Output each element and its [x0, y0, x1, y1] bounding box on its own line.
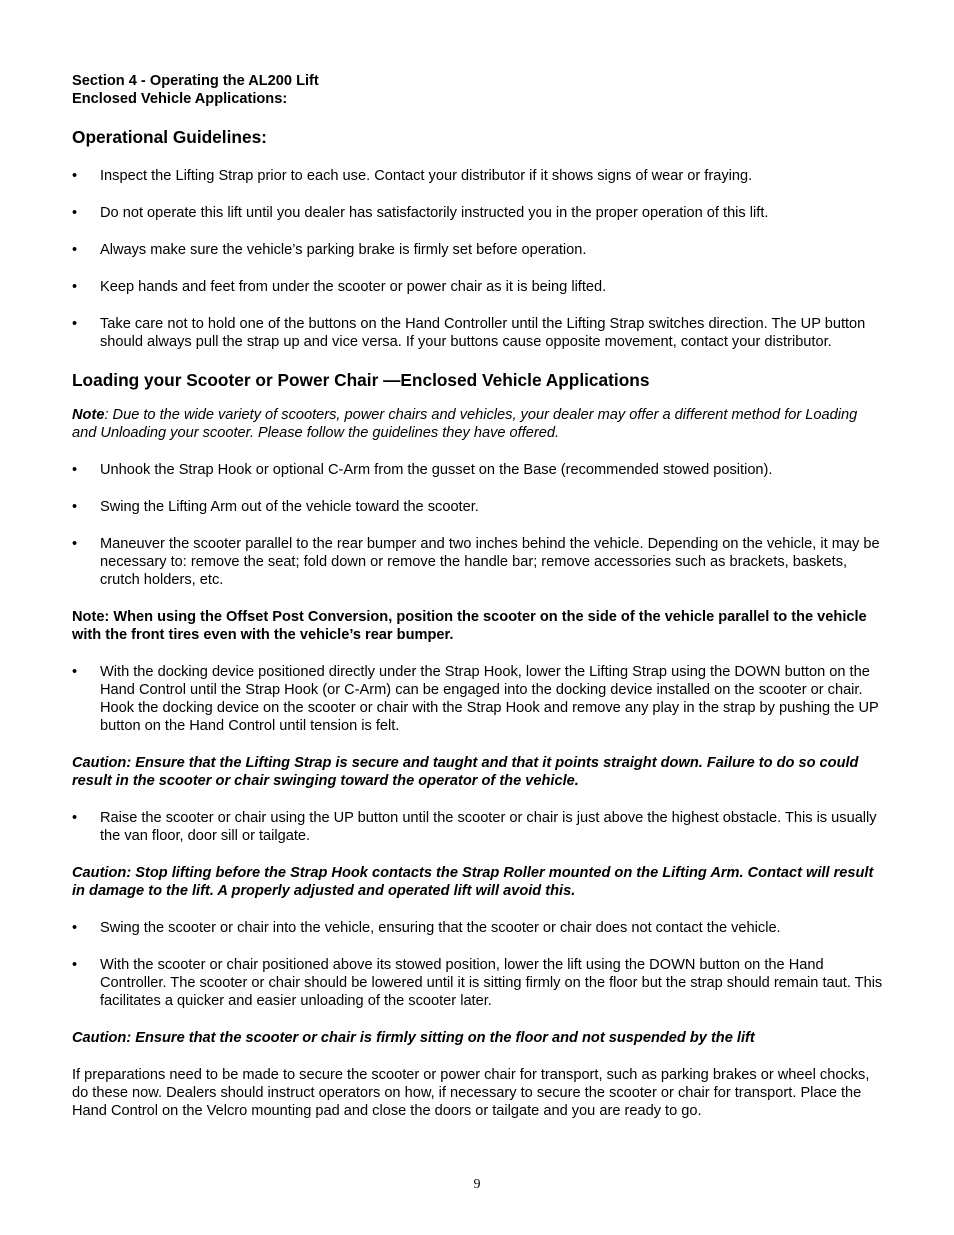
guidelines-heading: Operational Guidelines:	[72, 127, 267, 147]
list-item-text: Inspect the Lifting Strap prior to each use. Contact your distributor if it shows signs of wear or fraying.	[100, 168, 753, 184]
bullet-icon: •	[72, 499, 78, 515]
bullet-icon: •	[72, 920, 78, 936]
list-item-text: Do not operate this lift until you dealer has satisfactorily instructed you in the proper operation of this lift.	[100, 205, 769, 221]
document-page	[72, 72, 884, 1139]
list-item	[72, 241, 884, 259]
list-item	[72, 535, 884, 589]
bullet-icon: •	[72, 810, 78, 826]
list-item-text: Raise the scooter or chair using the UP button until the scooter or chair is just above the highest obstacle. This is usually the van floor, door sill or tailgate.	[100, 810, 877, 844]
list-item	[72, 315, 884, 351]
list-item-text: Swing the Lifting Arm out of the vehicle toward the scooter.	[100, 499, 479, 515]
section-subtitle: Enclosed Vehicle Applications:	[72, 91, 288, 107]
bullet-icon: •	[72, 205, 78, 221]
closing-paragraph: If preparations need to be made to secure the scooter or power chair for transport, such as parking brakes or wheel chocks, do these now. Dealers should instruct operators on how, if necessary to secure the scooter or chair for transport. Place the Hand Control on the Velcro mounting pad and close the doors or tailgate and you are ready to go.	[72, 1067, 870, 1119]
bullet-icon: •	[72, 536, 78, 552]
list-item	[72, 809, 884, 845]
loading-steps-d	[72, 919, 884, 1010]
list-item-text: With the docking device positioned directly under the Strap Hook, lower the Lifting Strap using the DOWN button on the Hand Control until the Strap Hook (or C-Arm) can be engaged into the docking device installed on the scooter or chair. Hook the docking device on the scooter or chair with the Strap Hook and remove any play in the strap by pushing the UP button on the Hand Control until tension is felt.	[100, 664, 879, 734]
list-item-text: Maneuver the scooter parallel to the rear bumper and two inches behind the vehicle. Depending on the vehicle, it may be necessary to: remove the seat; fold down or remove the handle bar; remove accessories such as brackets, baskets, crutch holders, etc.	[100, 536, 880, 588]
bullet-icon: •	[72, 957, 78, 973]
offset-post-note: Note: When using the Offset Post Conversion, position the scooter on the side of the vehicle parallel to the vehicle with the front tires even with the vehicle’s rear bumper.	[72, 609, 867, 643]
list-item	[72, 204, 884, 222]
caution-floor: Caution: Ensure that the scooter or chair is firmly sitting on the floor and not suspended by the lift	[72, 1030, 755, 1046]
caution-strap-roller: Caution: Stop lifting before the Strap Hook contacts the Strap Roller mounted on the Lifting Arm. Contact will result in damage to the lift. A properly adjusted and operated lift will avoid this.	[72, 865, 874, 899]
list-item	[72, 919, 884, 937]
section-title: Section 4 - Operating the AL200 Lift	[72, 73, 319, 89]
list-item-text: Keep hands and feet from under the scooter or power chair as it is being lifted.	[100, 279, 607, 295]
bullet-icon: •	[72, 279, 78, 295]
caution-strap: Caution: Ensure that the Lifting Strap is secure and taught and that it points straight down. Failure to do so could result in the scooter or chair swinging toward the operator of the vehicle.	[72, 755, 859, 789]
note-label: Note	[72, 407, 105, 423]
list-item	[72, 167, 884, 185]
list-item-text: Unhook the Strap Hook or optional C-Arm from the gusset on the Base (recommended stowed position).	[100, 462, 773, 478]
list-item-text: Always make sure the vehicle’s parking brake is firmly set before operation.	[100, 242, 587, 258]
bullet-icon: •	[72, 316, 78, 332]
loading-heading: Loading your Scooter or Power Chair —Enclosed Vehicle Applications	[72, 370, 650, 390]
bullet-icon: •	[72, 168, 78, 184]
list-item-text: Take care not to hold one of the buttons on the Hand Controller until the Lifting Strap switches direction. The UP button should always pull the strap up and vice versa. If your buttons cause opposite movement, contact your distributor.	[100, 316, 866, 350]
bullet-icon: •	[72, 462, 78, 478]
guidelines-list	[72, 167, 884, 351]
list-item	[72, 498, 884, 516]
note-text: : Due to the wide variety of scooters, power chairs and vehicles, your dealer may offer a different method for Loading and Unloading your scooter. Please follow the guidelines they have offered.	[72, 407, 858, 441]
list-item	[72, 461, 884, 479]
list-item	[72, 663, 884, 735]
list-item-text: With the scooter or chair positioned above its stowed position, lower the lift using the DOWN button on the Hand Controller. The scooter or chair should be lowered until it is sitting firmly on the floor but the strap should remain taut. This facilitates a quicker and easier unloading of the scooter later.	[100, 957, 883, 1009]
dealer-note	[72, 406, 884, 442]
page-number: 9	[473, 1177, 481, 1192]
list-item-text: Swing the scooter or chair into the vehicle, ensuring that the scooter or chair does not contact the vehicle.	[100, 920, 781, 936]
list-item	[72, 956, 884, 1010]
bullet-icon: •	[72, 242, 78, 258]
loading-steps-c	[72, 809, 884, 845]
list-item	[72, 278, 884, 296]
bullet-icon: •	[72, 664, 78, 680]
loading-steps-a	[72, 461, 884, 589]
loading-steps-b	[72, 663, 884, 735]
